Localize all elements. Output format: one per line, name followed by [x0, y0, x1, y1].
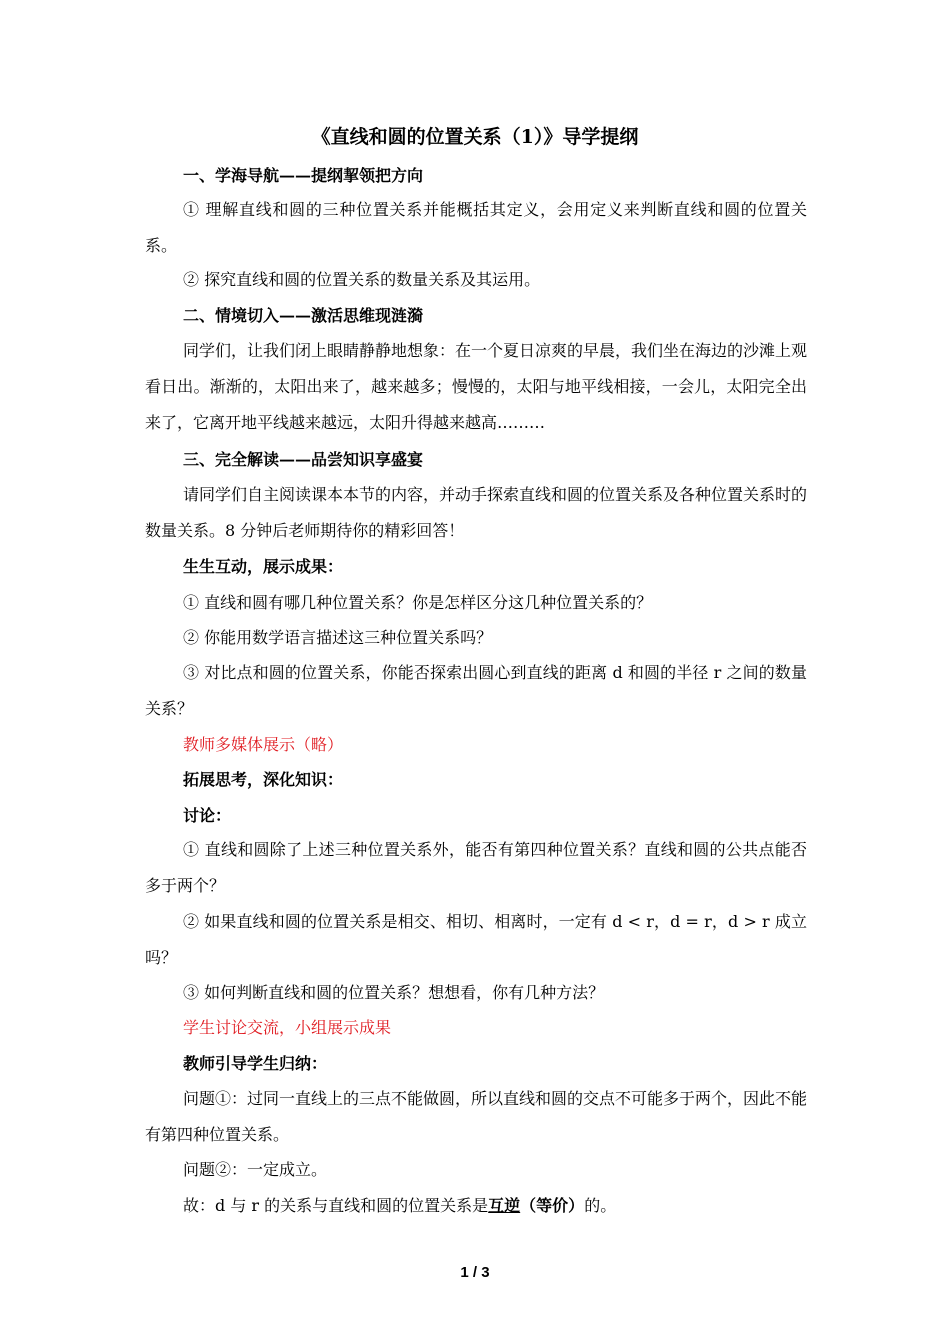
page-number: 1 / 3 [460, 1264, 490, 1281]
summary-heading: 教师引导学生归纳： [183, 1054, 328, 1073]
conclusion-equivalence: （等价） [520, 1196, 585, 1215]
reading-instruction: 请同学们自主阅读课本本节的内容，并动手探索直线和圆的位置关系及各种位置关系时的数量关系。8 分钟后老师期待你的精彩回答！ [145, 485, 808, 540]
question-1: ① 直线和圆有哪几种位置关系？你是怎样区分这几种位置关系的？ [183, 593, 653, 612]
answer-1: 问题①：过同一直线上的三点不能做圆，所以直线和圆的交点不可能多于两个，因此不能有第四种位置关系。 [145, 1089, 808, 1144]
interaction-heading: 生生互动，展示成果： [183, 557, 344, 576]
objective-1: ① 理解直线和圆的三种位置关系并能概括其定义，会用定义来判断直线和圆的位置关系。 [145, 200, 807, 255]
scenario-paragraph: 同学们，让我们闭上眼睛静静地想象：在一个夏日凉爽的早晨，我们坐在海边的沙滩上观看日出。渐渐的，太阳出来了，越来越多；慢慢的，太阳与地平线相接，一会儿，太阳完全出来了，它离开地平线越来越远，太阳升得越来越高……… [145, 341, 808, 432]
discussion-3: ③ 如何判断直线和圆的位置关系？想想看，你有几种方法？ [183, 983, 605, 1002]
section1-heading: 一、学海导航——提纲挈领把方向 [183, 166, 424, 185]
answer-2: 问题②：一定成立。 [183, 1160, 328, 1179]
teacher-multimedia-note: 教师多媒体展示（略） [183, 735, 344, 754]
discussion-2: ② 如果直线和圆的位置关系是相交、相切、相离时，一定有 d < r，d = r，d > r 成立吗？ [145, 912, 807, 967]
section2-heading: 二、情境切入——激活思维现涟漪 [183, 306, 424, 325]
section3-heading: 三、完全解读——品尝知识享盛宴 [183, 450, 424, 469]
student-discussion-note: 学生讨论交流，小组展示成果 [183, 1018, 392, 1037]
extension-heading: 拓展思考，深化知识： [183, 770, 344, 789]
conclusion-key-term: 互逆 [488, 1196, 521, 1215]
conclusion-prefix: 故：d 与 r 的关系与直线和圆的位置关系是 [183, 1196, 489, 1215]
question-3: ③ 对比点和圆的位置关系，你能否探索出圆心到直线的距离 d 和圆的半径 r 之间的数量关系？ [145, 663, 807, 718]
question-2: ② 你能用数学语言描述这三种位置关系吗？ [183, 628, 493, 647]
conclusion-line [145, 1188, 807, 1224]
objective-2: ② 探究直线和圆的位置关系的数量关系及其运用。 [183, 270, 541, 289]
document-title: 《直线和圆的位置关系（1）》导学提纲 [311, 126, 639, 148]
discussion-1: ① 直线和圆除了上述三种位置关系外，能否有第四种位置关系？直线和圆的公共点能否多于两个？ [145, 840, 807, 895]
conclusion-suffix: 的。 [584, 1196, 617, 1215]
discussion-heading: 讨论： [183, 806, 232, 825]
